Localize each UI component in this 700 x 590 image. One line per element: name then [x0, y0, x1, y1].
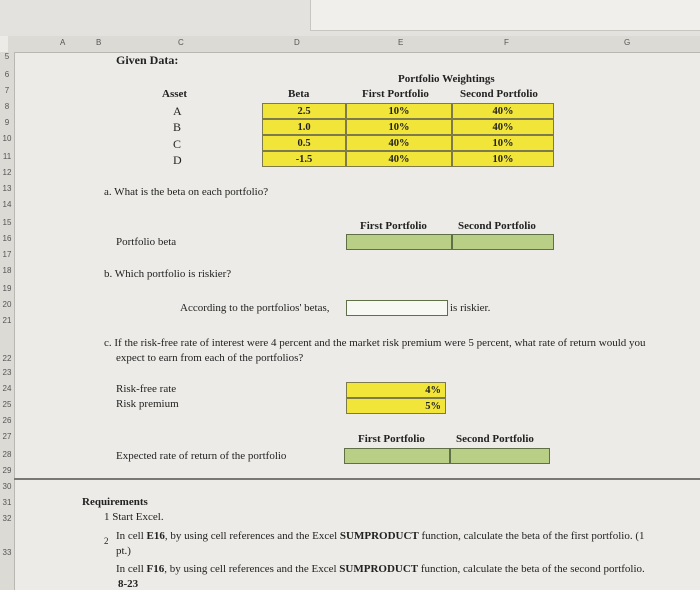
asset-header: Asset — [162, 88, 188, 100]
qc-first-header: First Portfolio — [358, 433, 425, 445]
asset-label: B — [173, 120, 182, 134]
asset-label: D — [173, 153, 182, 167]
row-number[interactable]: 15 — [2, 218, 12, 227]
risk-free-label: Risk-free rate — [116, 383, 177, 395]
weightings-title: Portfolio Weightings — [398, 73, 495, 85]
beta-header: Beta — [288, 88, 310, 100]
qc-second-header: Second Portfolio — [456, 433, 534, 445]
qa-first-header: First Portfolio — [360, 220, 427, 232]
second-expected-return-input[interactable] — [450, 448, 550, 464]
portfolio-beta-label: Portfolio beta — [116, 236, 177, 248]
expected-return-label: Expected rate of return of the portfolio — [116, 450, 287, 462]
row-number[interactable]: 10 — [2, 134, 12, 143]
beta-cell[interactable]: 2.5 — [262, 103, 346, 119]
row-number[interactable]: 11 — [2, 152, 12, 161]
page-footer: 8-23 — [118, 578, 139, 590]
first-expected-return-input[interactable] — [344, 448, 450, 464]
riskier-portfolio-input[interactable] — [346, 300, 448, 316]
column-header-d[interactable]: D — [294, 38, 300, 47]
row-number[interactable]: 23 — [2, 368, 12, 377]
second-weight-cell[interactable]: 40% — [452, 119, 554, 135]
requirement-2-cont: pt.) — [116, 545, 131, 557]
column-header-a[interactable]: A — [60, 38, 66, 47]
second-portfolio-header: Second Portfolio — [460, 88, 538, 100]
requirement-3-text: In cell F16, by using cell references and the Excel SUMPRODUCT function, calculate the beta of the second portfolio. — [116, 563, 645, 575]
first-weight-cell[interactable]: 10% — [346, 103, 452, 119]
row-number[interactable]: 18 — [2, 266, 12, 275]
given-data-title: Given Data: — [116, 53, 179, 67]
row-number[interactable]: 16 — [2, 234, 12, 243]
second-weight-cell[interactable]: 40% — [452, 103, 554, 119]
column-header-b[interactable]: B — [96, 38, 102, 47]
row-number[interactable]: 9 — [4, 118, 10, 127]
qa-second-header: Second Portfolio — [458, 220, 536, 232]
question-b-text: b. Which portfolio is riskier? — [104, 268, 232, 280]
row-number[interactable]: 19 — [2, 284, 12, 293]
row-number[interactable]: 20 — [2, 300, 12, 309]
first-weight-cell[interactable]: 40% — [346, 151, 452, 167]
row-number[interactable]: 27 — [2, 432, 12, 441]
first-weight-cell[interactable]: 40% — [346, 135, 452, 151]
row-number[interactable]: 32 — [2, 514, 12, 523]
requirements-title: Requirements — [82, 496, 148, 508]
second-portfolio-beta-input[interactable] — [452, 234, 554, 250]
ribbon-area — [0, 0, 700, 36]
requirement-2-number: 2 — [104, 536, 109, 546]
first-portfolio-beta-input[interactable] — [346, 234, 452, 250]
row-number[interactable]: 22 — [2, 354, 12, 363]
second-weight-cell[interactable]: 10% — [452, 151, 554, 167]
row-number[interactable]: 6 — [4, 70, 10, 79]
first-portfolio-header: First Portfolio — [362, 88, 429, 100]
asset-label: A — [173, 104, 182, 118]
beta-cell[interactable]: 1.0 — [262, 119, 346, 135]
row-number[interactable]: 24 — [2, 384, 12, 393]
asset-label: C — [173, 137, 182, 151]
column-header-e[interactable]: E — [398, 38, 404, 47]
question-a-text: a. What is the beta on each portfolio? — [104, 186, 269, 198]
beta-cell[interactable]: -1.5 — [262, 151, 346, 167]
row-number[interactable]: 29 — [2, 466, 12, 475]
beta-cell[interactable]: 0.5 — [262, 135, 346, 151]
divider — [14, 478, 700, 480]
requirement-2-text: In cell E16, by using cell references and the Excel SUMPRODUCT function, calculate the beta of the first portfolio. (1 — [116, 530, 645, 542]
row-number[interactable]: 13 — [2, 184, 12, 193]
column-header-g[interactable]: G — [624, 38, 631, 47]
row-number[interactable]: 33 — [2, 548, 12, 557]
row-number[interactable]: 30 — [2, 482, 12, 491]
riskier-suffix: is riskier. — [450, 302, 491, 314]
column-header-c[interactable]: C — [178, 38, 184, 47]
row-number[interactable]: 21 — [2, 316, 12, 325]
row-number[interactable]: 12 — [2, 168, 12, 177]
column-header-f[interactable]: F — [504, 38, 509, 47]
row-number[interactable]: 5 — [4, 52, 10, 61]
risk-premium-label: Risk premium — [116, 398, 179, 410]
formula-bar[interactable] — [310, 0, 700, 31]
requirement-1: 1 Start Excel. — [104, 511, 164, 523]
row-number[interactable]: 25 — [2, 400, 12, 409]
question-c-line1: c. If the risk-free rate of interest were 4 percent and the market risk premium were 5 percent, what rate of return would you — [104, 337, 646, 349]
risk-premium-cell[interactable]: 5% — [346, 398, 446, 414]
row-number[interactable]: 28 — [2, 450, 12, 459]
risk-free-cell[interactable]: 4% — [346, 382, 446, 398]
column-headers — [8, 36, 700, 53]
row-number[interactable]: 7 — [4, 86, 10, 95]
row-number[interactable]: 14 — [2, 200, 12, 209]
row-number[interactable]: 31 — [2, 498, 12, 507]
row-number[interactable]: 17 — [2, 250, 12, 259]
question-c-line2: expect to earn from each of the portfolios? — [116, 352, 304, 364]
first-weight-cell[interactable]: 10% — [346, 119, 452, 135]
row-number[interactable]: 26 — [2, 416, 12, 425]
second-weight-cell[interactable]: 10% — [452, 135, 554, 151]
riskier-prefix: According to the portfolios' betas, — [180, 302, 330, 314]
row-number[interactable]: 8 — [4, 102, 10, 111]
